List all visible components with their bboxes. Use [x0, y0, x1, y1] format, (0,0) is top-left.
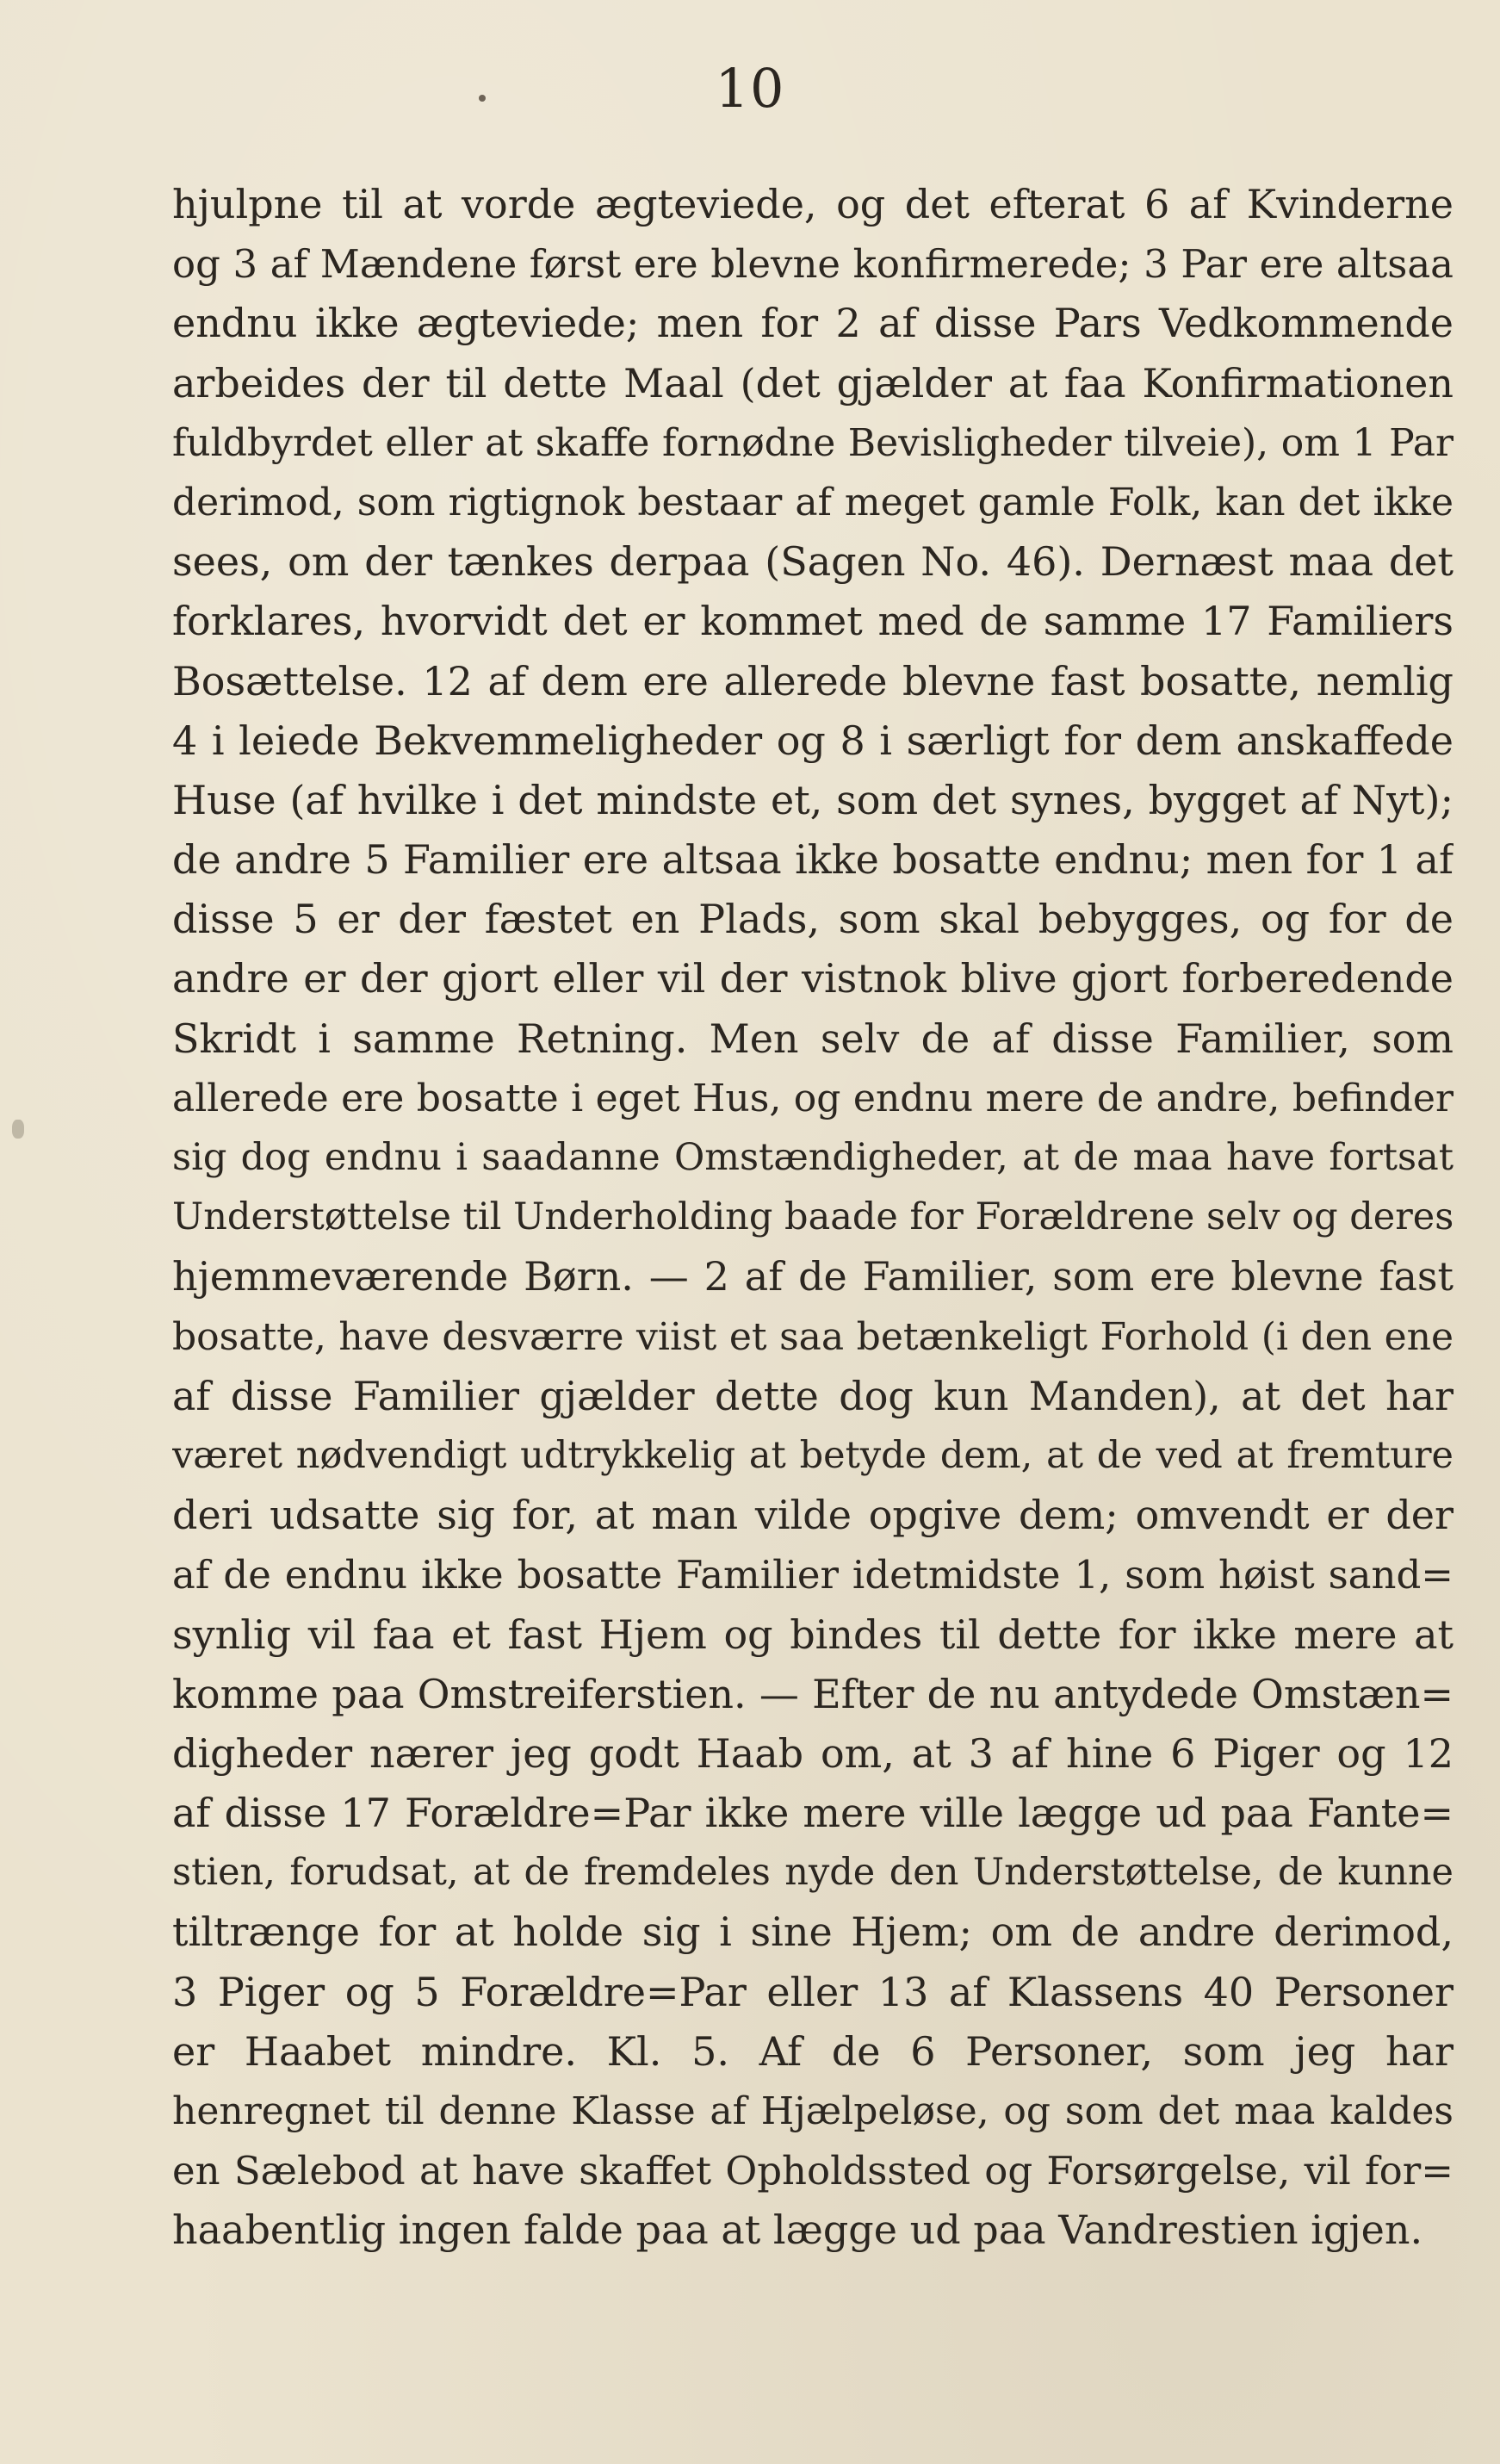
text-line: Huse (af hvilke i det mindste et, som det synes, bygget af Nyt); — [172, 776, 1454, 823]
body-text — [172, 175, 1454, 2261]
text-line: forklares, hvorvidt det er kommet med de samme 17 Familiers — [172, 598, 1454, 645]
page-number: 10 — [715, 57, 785, 120]
text-line: tiltrænge for at holde sig i sine Hjem; om de andre derimod, — [172, 1909, 1454, 1956]
text-line: Skridt i samme Retning. Men selv de af disse Familier, som — [172, 1015, 1454, 1062]
text-line: sees, om der tænkes derpaa (Sagen No. 46). Dernæst maa det — [172, 538, 1454, 586]
text-line: sig dog endnu i saadanne Omstændigheder, at de maa have fortsat — [172, 1136, 1454, 1179]
text-line: derimod, som rigtignok bestaar af meget gamle Folk, kan det ikke — [172, 480, 1454, 524]
text-line: de andre 5 Familier ere altsaa ikke bosatte endnu; men for 1 af — [172, 836, 1454, 884]
text-line: henregnet til denne Klasse af Hjælpeløse, og som det maa kaldes — [172, 2089, 1454, 2133]
text-line: andre er der gjort eller vil der vistnok blive gjort forberedende — [172, 955, 1454, 1002]
text-line: 4 i leiede Bekvemmeligheder og 8 i særligt for dem anskaffede — [172, 717, 1454, 764]
text-line: endnu ikke ægteviede; men for 2 af disse Pars Vedkommende — [172, 300, 1454, 347]
text-line: hjulpne til at vorde ægteviede, og det efterat 6 af Kvinderne — [172, 181, 1454, 227]
text-line: arbeides der til dette Maal (det gjælder at faa Konfirmationen — [172, 359, 1454, 407]
text-line: bosatte, have desværre viist et saa betænkeligt Forhold (i den ene — [172, 1314, 1454, 1359]
text-line: hjemmeværende Børn. — 2 af de Familier, som ere blevne fast — [172, 1253, 1454, 1300]
text-line: fuldbyrdet eller at skaffe fornødne Bevisligheder tilveie), om 1 Par — [172, 420, 1454, 465]
text-line: disse 5 er der fæstet en Plads, som skal bebygges, og for de — [172, 896, 1454, 943]
text-line: haabentlig ingen falde paa at lægge ud paa Vandrestien igjen. — [172, 2206, 1423, 2254]
text-line: digheder nærer jeg godt Haab om, at 3 af hine 6 Piger og 12 — [172, 1729, 1454, 1777]
text-line: allerede ere bosatte i eget Hus, og endnu mere de andre, befinder — [172, 1076, 1454, 1120]
ink-dot — [479, 95, 486, 102]
text-line: stien, forudsat, at de fremdeles nyde den Understøttelse, de kunne — [172, 1851, 1454, 1895]
text-line: synlig vil faa et fast Hjem og bindes til dette for ikke mere at — [172, 1611, 1454, 1658]
text-line: er Haabet mindre. Kl. 5. Af de 6 Personer, som jeg har — [172, 2027, 1454, 2075]
text-line: Understøttelse til Underholding baade for Forældrene selv og deres — [172, 1195, 1454, 1239]
text-line: og 3 af Mændene først ere blevne konfirmerede; 3 Par ere altsaa — [172, 241, 1454, 288]
text-line: været nødvendigt udtrykkelig at betyde dem, at de ved at fremture — [172, 1433, 1454, 1477]
text-line: deri udsatte sig for, at man vilde opgive dem; omvendt er der — [172, 1492, 1454, 1539]
text-line: af disse Familier gjælder dette dog kun Manden), at det har — [172, 1372, 1454, 1419]
text-line: en Sælebod at have skaffet Opholdssted og Forsørgelse, vil for= — [172, 2148, 1454, 2194]
text-line: 3 Piger og 5 Forældre=Par eller 13 af Klassens 40 Personer — [172, 1968, 1454, 2015]
text-line: af de endnu ikke bosatte Familier idetmidste 1, som høist sand= — [172, 1552, 1454, 1598]
text-line: Bosættelse. 12 af dem ere allerede blevne fast bosatte, nemlig — [172, 657, 1454, 704]
text-line: komme paa Omstreiferstien. — Efter de nu antydede Omstæn= — [172, 1670, 1454, 1717]
margin-speck — [12, 1120, 24, 1139]
text-line: af disse 17 Forældre=Par ikke mere ville lægge ud paa Fante= — [172, 1790, 1454, 1837]
